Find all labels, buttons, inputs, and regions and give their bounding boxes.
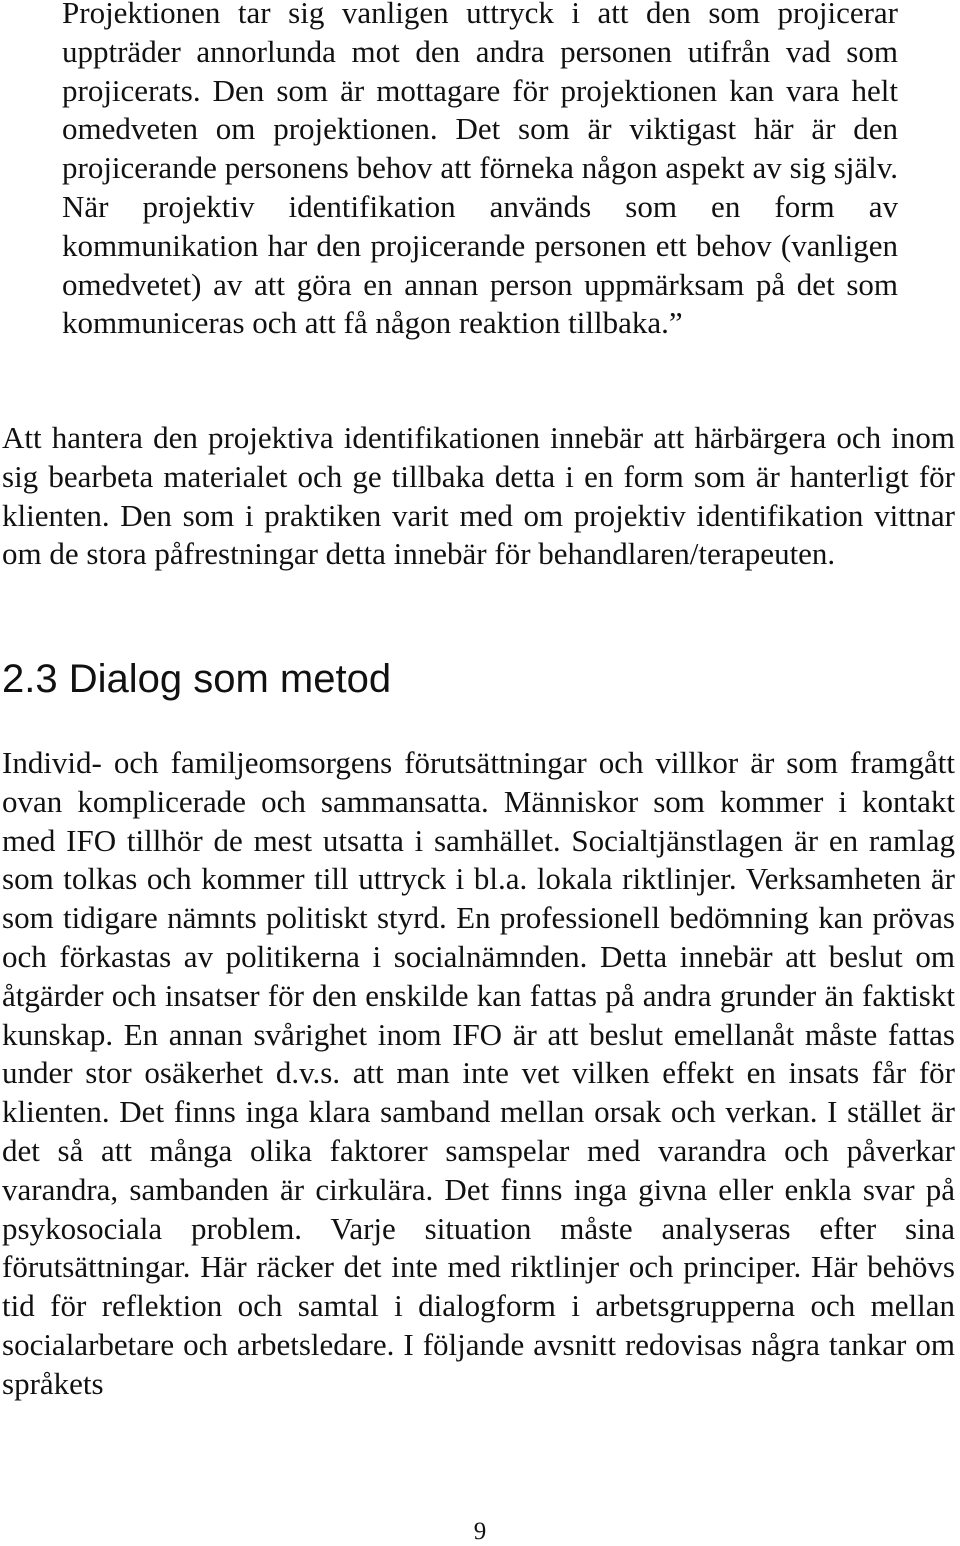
section-heading: 2.3 Dialog som metod [2, 657, 392, 701]
body-paragraph: Individ- och familjeomsorgens förutsättningar och villkor är som framgått ovan komplicerade och sammansatta. Människor som kommer i kontakt med IFO tillhör de mest utsatta i samhället. Socialtjänstlagen är en ramlag som tolkas och kommer till uttryck i bl.a. lokala riktlinjer. Verksamheten är som tidigare nämnts politiskt styrd. En professionell bedömning kan prövas och förkastas av politikerna i socialnämnden. Detta innebär att beslut om åtgärder och insatser för den enskilde kan fattas på andra grunder än faktiskt kunskap. En annan svårighet inom IFO är att beslut emellanåt måste fattas under stor osäkerhet d.v.s. att man inte vet vilken effekt en insats får för klienten. Det finns inga klara samband mellan orsak och verkan. I stället är det så att många olika faktorer samspelar med varandra och påverkar varandra, sambanden är cirkulära. Det finns inga givna eller enkla svar på psykosociala problem. Varje situation måste analyseras efter sina förutsättningar. Här räcker det inte med riktlinjer och principer. Här behövs tid för reflektion och samtal i dialogform i arbetsgrupperna och mellan socialarbetare och arbetsledare. I följande avsnitt redovisas några tankar om språkets [2, 745, 955, 1401]
body-paragraph: Att hantera den projektiva identifikationen innebär att härbärgera och inom sig bearbeta materialet och ge tillbaka detta i en form som är hanterligt för klienten. Den som i praktiken varit med om projektiv identifikation vittnar om de stora påfrestningar detta innebär för behandlaren/terapeuten. [2, 420, 955, 572]
page-number: 9 [473, 1518, 487, 1545]
block-quote: Projektionen tar sig vanligen uttryck i att den som projicerar uppträder annorlunda mot den andra personen utifrån vad som projicerats. Den som är mottagare för projektionen kan vara helt omedveten om projektionen. Det som är viktigast här är den projicerande personens behov att förneka någon aspekt av sig själv. När projektiv identifikation används som en form av kommunikation har den projicerande personen ett behov (vanligen omedvetet) av att göra en annan person uppmärksam på det som kommuniceras och att få någon reaktion tillbaka.” [62, 0, 898, 341]
